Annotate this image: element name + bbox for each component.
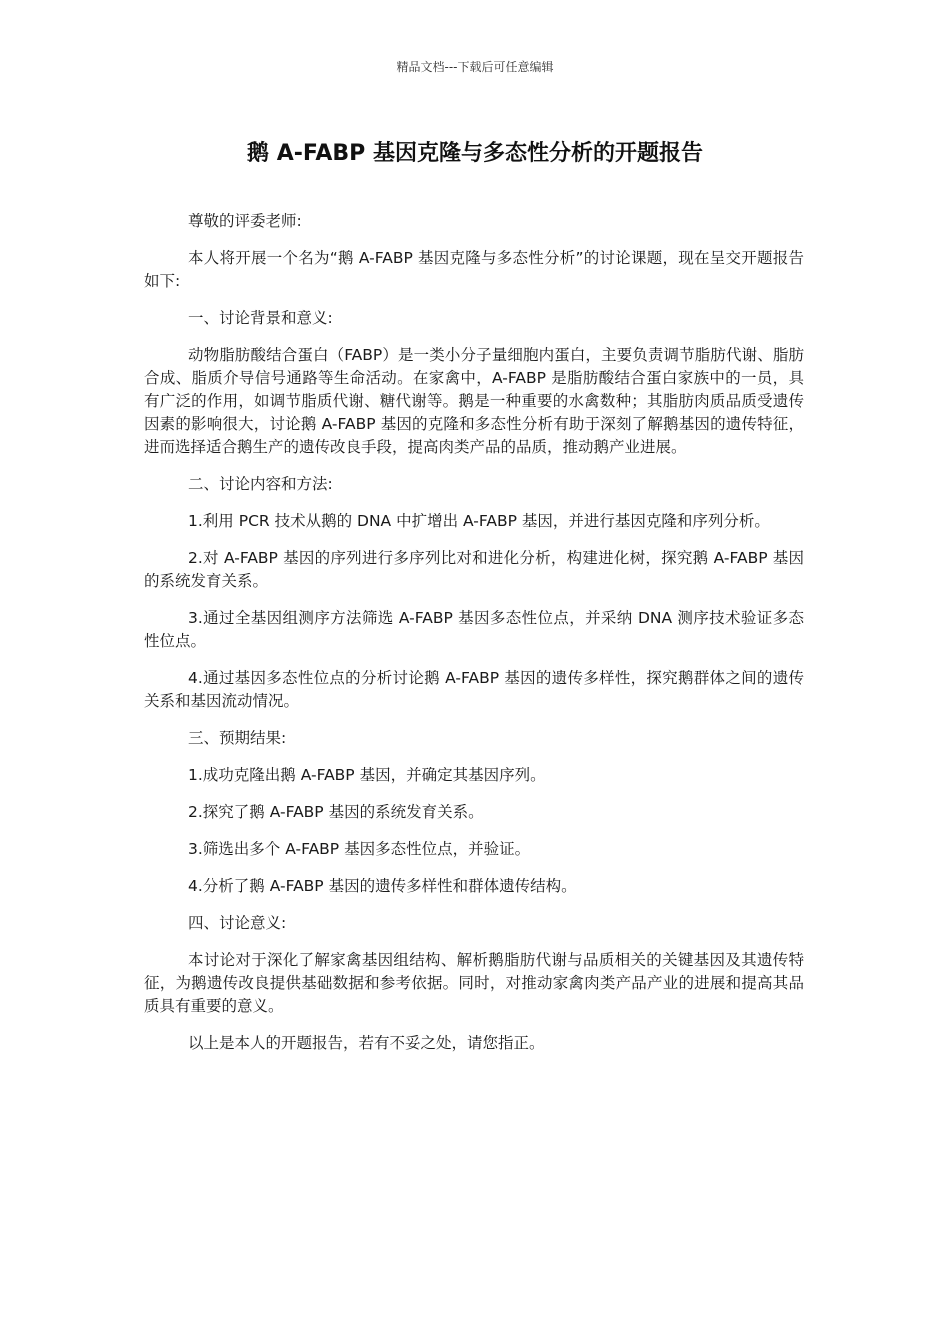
document-body xyxy=(144,210,804,1069)
section-heading-significance: 四、讨论意义: xyxy=(188,914,287,932)
intro-paragraph: 本人将开展一个名为“鹅 A-FABP 基因克隆与多态性分析”的讨论课题，现在呈交开题报告如下: xyxy=(144,249,804,290)
section-heading-results: 三、预期结果: xyxy=(188,729,287,747)
header-note: 精品文档---下载后可任意编辑 xyxy=(396,60,554,74)
method-item-3: 3.通过全基因组测序方法筛选 A-FABP 基因多态性位点，并采纳 DNA 测序技术验证多态性位点。 xyxy=(144,609,804,650)
closing-paragraph: 以上是本人的开题报告，若有不妥之处，请您指正。 xyxy=(188,1034,545,1052)
section-heading-background: 一、讨论背景和意义: xyxy=(188,309,333,327)
significance-paragraph: 本讨论对于深化了解家禽基因组结构、解析鹅脂肪代谢与品质相关的关键基因及其遗传特征，为鹅遗传改良提供基础数据和参考依据。同时，对推动家禽肉类产品产业的进展和提高其品质具有重要的意义。 xyxy=(144,951,804,1015)
method-item-1: 1.利用 PCR 技术从鹅的 DNA 中扩增出 A-FABP 基因，并进行基因克隆和序列分析。 xyxy=(188,512,770,530)
method-item-4: 4.通过基因多态性位点的分析讨论鹅 A-FABP 基因的遗传多样性，探究鹅群体之间的遗传关系和基因流动情况。 xyxy=(144,669,804,710)
result-item-3: 3.筛选出多个 A-FABP 基因多态性位点，并验证。 xyxy=(188,840,531,858)
result-item-2: 2.探究了鹅 A-FABP 基因的系统发育关系。 xyxy=(188,803,484,821)
result-item-4: 4.分析了鹅 A-FABP 基因的遗传多样性和群体遗传结构。 xyxy=(188,877,577,895)
method-item-2: 2.对 A-FABP 基因的序列进行多序列比对和进化分析，构建进化树，探究鹅 A-FABP 基因的系统发育关系。 xyxy=(144,549,804,590)
section-heading-methods: 二、讨论内容和方法: xyxy=(188,475,333,493)
result-item-1: 1.成功克隆出鹅 A-FABP 基因，并确定其基因序列。 xyxy=(188,766,546,784)
background-paragraph: 动物脂肪酸结合蛋白（FABP）是一类小分子量细胞内蛋白，主要负责调节脂肪代谢、脂肪合成、脂质介导信号通路等生命活动。在家禽中，A-FABP 是脂肪酸结合蛋白家族中的一员，具有广泛的作用，如调节脂质代谢、糖代谢等。鹅是一种重要的水禽数种；其脂肪肉质品质受遗传因素的影响很大，讨论鹅 A-FABP 基因的克隆和多态性分析有助于深刻了解鹅基因的遗传特征，进而选择适合鹅生产的遗传改良手段，提高肉类产品的品质，推动鹅产业进展。 xyxy=(144,346,804,456)
salutation: 尊敬的评委老师: xyxy=(188,212,302,230)
document-title: 鹅 A-FABP 基因克隆与多态性分析的开题报告 xyxy=(247,141,703,166)
